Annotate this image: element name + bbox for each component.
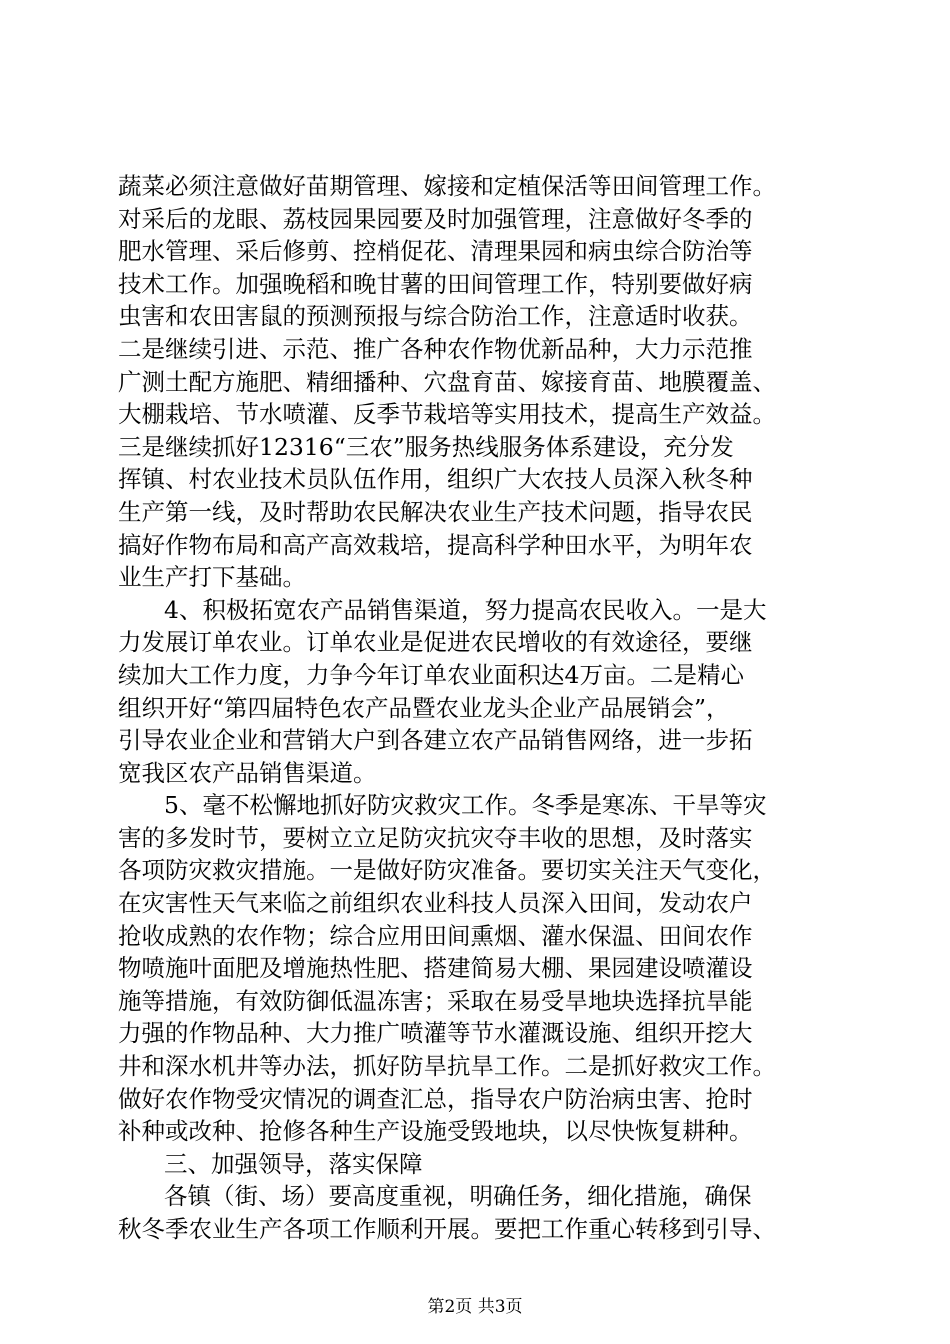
text-line: 井和深水机井等办法，抓好防旱抗旱工作。二是抓好救灾工作。 xyxy=(118,1052,776,1081)
text-line: 虫害和农田害鼠的预测预报与综合防治工作，注意适时收获。 xyxy=(118,302,753,331)
text-line: 秋冬季农业生产各项工作顺利开展。要把工作重心转移到引导、 xyxy=(118,1215,776,1243)
paragraph-start-line: 各镇（街、场）要高度重视，明确任务，细化措施，确保 xyxy=(164,1182,752,1211)
text-line: 蔬菜必须注意做好苗期管理、嫁接和定植保活等田间管理工作。 xyxy=(118,172,776,200)
text-line: 二是继续引进、示范、推广各种农作物优新品种，大力示范推 xyxy=(118,334,753,363)
text-line: 抢收成熟的农作物；综合应用田间熏烟、灌水保温、田间农作 xyxy=(118,921,753,950)
page-number-footer: 第2页 共3页 xyxy=(427,1297,523,1317)
text-line: 生产第一线，及时帮助农民解决农业生产技术问题，指导农民 xyxy=(118,497,753,526)
text-line: 补种或改种、抢修各种生产设施受毁地块，以尽快恢复耕种。 xyxy=(118,1117,753,1146)
text-line: 物喷施叶面肥及增施热性肥、搭建简易大棚、果园建设喷灌设 xyxy=(118,954,753,983)
text-line: 引导农业企业和营销大户到各建立农产品销售网络，进一步拓 xyxy=(118,726,753,755)
text-line: 对采后的龙眼、荔枝园果园要及时加强管理，注意做好冬季的 xyxy=(118,204,753,233)
text-line: 各项防灾救灾措施。一是做好防灾准备。要切实关注天气变化， xyxy=(118,856,776,885)
text-line: 做好农作物受灾情况的调查汇总，指导农户防治病虫害、抢时 xyxy=(118,1084,753,1113)
text-line: 大棚栽培、节水喷灌、反季节栽培等实用技术，提高生产效益。 xyxy=(118,400,776,429)
text-line: 三是继续抓好12316“三农”服务热线服务体系建设，充分发 xyxy=(118,432,734,461)
text-line: 害的多发时节，要树立立足防灾抗灾夺丰收的思想，及时落实 xyxy=(118,823,753,852)
text-line: 在灾害性天气来临之前组织农业科技人员深入田间，发动农户 xyxy=(118,889,753,918)
text-line: 施等措施，有效防御低温冻害；采取在易受旱地块选择抗旱能 xyxy=(118,986,753,1015)
text-line: 搞好作物布局和高产高效栽培，提高科学种田水平，为明年农 xyxy=(118,530,753,559)
text-line: 力发展订单农业。订单农业是促进农民增收的有效途径，要继 xyxy=(118,628,753,657)
text-line: 宽我区农产品销售渠道。 xyxy=(118,758,377,787)
body-text xyxy=(118,170,842,1246)
text-line: 挥镇、村农业技术员队伍作用，组织广大农技人员深入秋冬种 xyxy=(118,465,753,494)
text-line: 广测土配方施肥、精细播种、穴盘育苗、嫁接育苗、地膜覆盖、 xyxy=(118,367,776,396)
text-line: 业生产打下基础。 xyxy=(118,563,306,592)
text-line: 肥水管理、采后修剪、控梢促花、清理果园和病虫综合防治等 xyxy=(118,237,753,266)
section-heading: 三、加强领导，落实保障 xyxy=(164,1149,423,1178)
text-line: 力强的作物品种、大力推广喷灌等节水灌溉设施、组织开挖大 xyxy=(118,1019,753,1048)
paragraph-start-line: 4、积极拓宽农产品销售渠道，努力提高农民收入。一是大 xyxy=(164,595,767,624)
text-line: 技术工作。加强晚稻和晚甘薯的田间管理工作，特别要做好病 xyxy=(118,269,753,298)
text-line: 续加大工作力度，力争今年订单农业面积达4万亩。二是精心 xyxy=(118,660,744,689)
paragraph-start-line: 5、毫不松懈地抓好防灾救灾工作。冬季是寒冻、干旱等灾 xyxy=(164,791,767,820)
text-line: 组织开好“第四届特色农产品暨农业龙头企业产品展销会”， xyxy=(118,693,730,722)
